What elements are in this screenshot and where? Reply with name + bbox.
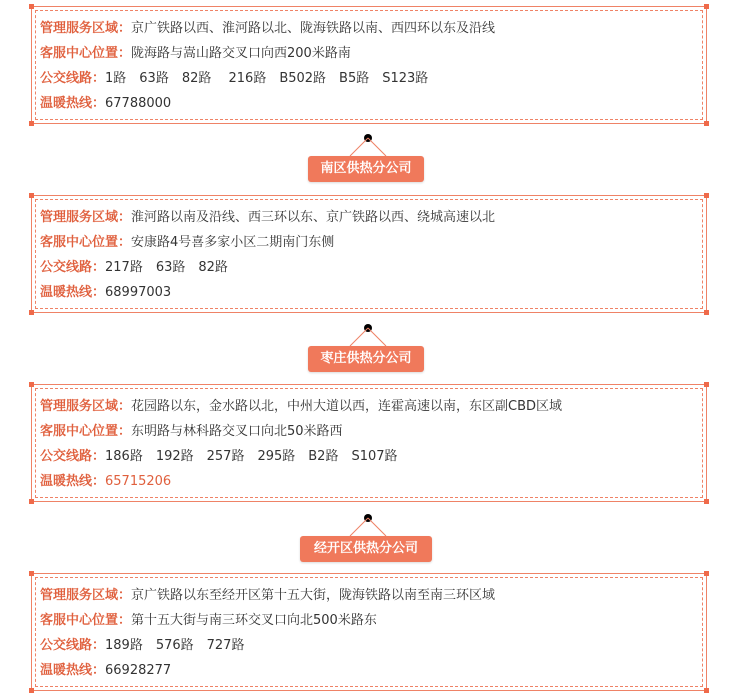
service-area-label: 管理服务区域： [40, 21, 132, 36]
hotline-label: 温暖热线： [40, 285, 106, 300]
tag-zaozhuang-branch: 枣庄供热分公司 [308, 346, 424, 372]
bus-lines-row [40, 444, 698, 469]
service-area-row [40, 394, 698, 419]
service-area-label: 管理服务区域： [40, 588, 132, 603]
service-area-value: 京广铁路以东至经开区第十五大街，陇海铁路以南至南三环区域 [131, 588, 496, 603]
hotline-label: 温暖热线： [40, 474, 106, 489]
service-area-row [40, 205, 698, 230]
service-center-label: 客服中心位置： [40, 46, 132, 61]
bus-lines-value: 217路 63路 82路 [105, 260, 228, 275]
corner-dot [29, 310, 34, 315]
card-rows [40, 205, 698, 305]
corner-dot [704, 688, 709, 693]
bus-lines-value: 189路 576路 727路 [105, 638, 245, 653]
branch-card-3 [31, 384, 707, 502]
hotline-row [40, 469, 698, 494]
service-area-value: 淮河路以南及沿线、西三环以东、京广铁路以西、绕城高速以北 [131, 210, 496, 225]
bus-lines-row [40, 255, 698, 280]
corner-dot [704, 310, 709, 315]
branch-card-1 [31, 6, 707, 124]
connector-1 [0, 130, 733, 192]
service-area-value: 京广铁路以西、淮河路以北、陇海铁路以南、西四环以东及沿线 [131, 21, 496, 36]
hotline-row [40, 280, 698, 305]
service-center-value: 第十五大街与南三环交叉口向北500米路东 [131, 613, 377, 628]
hotline-value: 65715206 [105, 474, 172, 489]
corner-dot [29, 499, 34, 504]
hotline-row [40, 658, 698, 683]
corner-dot [29, 121, 34, 126]
service-center-row [40, 608, 698, 633]
card-rows [40, 583, 698, 683]
bus-lines-label: 公交线路： [40, 71, 106, 86]
corner-dot [704, 499, 709, 504]
corner-dot [704, 4, 709, 9]
service-area-label: 管理服务区域： [40, 399, 132, 414]
tag-south-branch: 南区供热分公司 [308, 156, 424, 182]
service-center-value: 陇海路与嵩山路交叉口向西200米路南 [131, 46, 351, 61]
corner-dot [704, 193, 709, 198]
service-center-value: 东明路与林科路交叉口向北50米路西 [131, 424, 343, 439]
branch-card-2 [31, 195, 707, 313]
hotline-value: 66928277 [105, 663, 172, 678]
service-area-label: 管理服务区域： [40, 210, 132, 225]
corner-dot [29, 382, 34, 387]
connector-3 [0, 510, 733, 572]
connector-2 [0, 320, 733, 382]
corner-dot [29, 688, 34, 693]
card-rows [40, 16, 698, 116]
bus-lines-value: 1路 63路 82路 216路 B502路 B5路 S123路 [105, 71, 429, 86]
hotline-label: 温暖热线： [40, 96, 106, 111]
corner-dot [704, 382, 709, 387]
corner-dot [704, 571, 709, 576]
hotline-value: 68997003 [105, 285, 172, 300]
bus-lines-label: 公交线路： [40, 638, 106, 653]
service-area-row [40, 16, 698, 41]
card-rows [40, 394, 698, 494]
service-center-row [40, 230, 698, 255]
tag-jingkai-branch: 经开区供热分公司 [300, 536, 432, 562]
service-area-row [40, 583, 698, 608]
service-center-row [40, 419, 698, 444]
service-center-value: 安康路4号喜多家小区二期南门东侧 [131, 235, 335, 250]
corner-dot [29, 4, 34, 9]
corner-dot [29, 193, 34, 198]
service-center-label: 客服中心位置： [40, 235, 132, 250]
hotline-row [40, 91, 698, 116]
hotline-label: 温暖热线： [40, 663, 106, 678]
service-center-label: 客服中心位置： [40, 613, 132, 628]
corner-dot [704, 121, 709, 126]
bus-lines-row [40, 633, 698, 658]
bus-lines-row [40, 66, 698, 91]
branch-card-4 [31, 573, 707, 691]
hotline-value: 67788000 [105, 96, 172, 111]
service-area-value: 花园路以东，金水路以北，中州大道以西，连霍高速以南，东区副CBD区域 [131, 399, 563, 414]
service-center-label: 客服中心位置： [40, 424, 132, 439]
corner-dot [29, 571, 34, 576]
bus-lines-value: 186路 192路 257路 295路 B2路 S107路 [105, 449, 398, 464]
bus-lines-label: 公交线路： [40, 449, 106, 464]
bus-lines-label: 公交线路： [40, 260, 106, 275]
service-center-row [40, 41, 698, 66]
